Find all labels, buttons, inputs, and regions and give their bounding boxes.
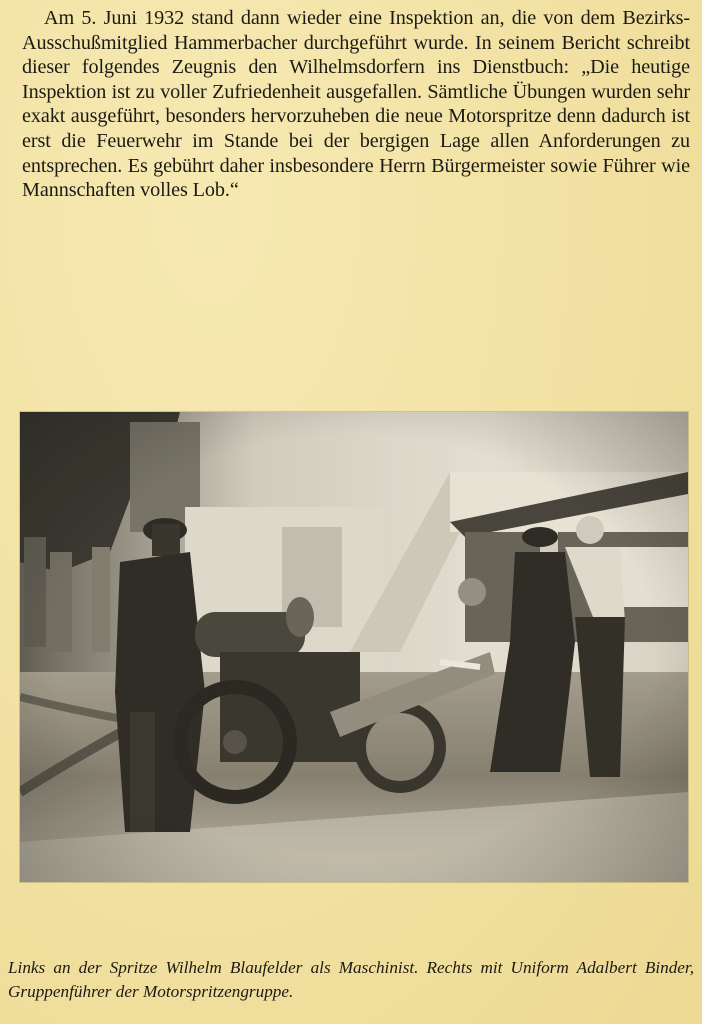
main-paragraph: Am 5. Juni 1932 stand dann wieder eine Inspektion an, die von dem Bezirks-Ausschußmitglied Hammerbacher durchgeführt wurde. In seinem Bericht schreibt dieser folgendes Zeugnis den Wilhelmsdorfern ins Dienstbuch: „Die heutige Inspektion ist zu voller Zufriedenheit ausgefallen. Sämtliche Übungen wurden sehr exakt ausgeführt, besonders hervorzuheben die neue Motorspritze denn dadurch ist erst die Feuerwehr im Stande bei der bergigen Lage allen Anforderungen zu entsprechen. Es gebührt daher insbesondere Herrn Bürgermeister sowie Führer wie Mannschaften volles Lob.“	[22, 7, 690, 202]
photo-illustration	[20, 412, 688, 882]
photo-caption: Links an der Spritze Wilhelm Blaufelder als Maschinist. Rechts mit Uniform Adalbert Binder, Gruppenführer der Motorspritzengruppe.	[8, 958, 694, 1001]
body-text	[22, 6, 690, 203]
historic-photo	[20, 412, 688, 882]
